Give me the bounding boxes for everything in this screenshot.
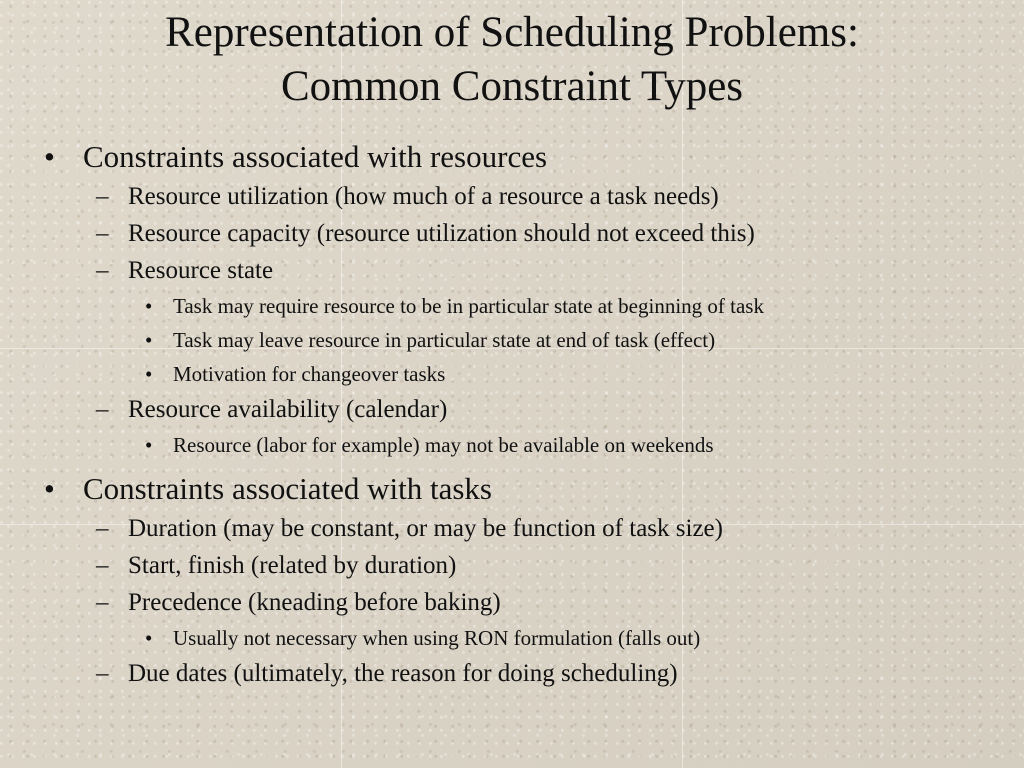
slide-title-line-2: Common Constraint Types: [280, 63, 744, 110]
bullet-marker: •: [145, 626, 153, 650]
sub-sub-bullet-item: [44, 325, 1004, 355]
slide-title-line-1: Representation of Scheduling Problems:: [165, 9, 859, 56]
sub-bullet-text: Resource state: [128, 257, 274, 284]
sub-sub-bullet-text: Task may require resource to be in particular state at beginning of task: [173, 294, 764, 318]
dash-marker: –: [96, 660, 109, 687]
sub-bullet-text: Duration (may be constant, or may be function of task size): [128, 515, 723, 542]
dash-marker: –: [96, 515, 109, 542]
bullet-marker: •: [145, 433, 153, 457]
sub-bullet-text: Resource capacity (resource utilization should not exceed this): [128, 220, 755, 247]
sub-sub-bullet-item: [44, 359, 1004, 389]
dash-marker: –: [96, 257, 109, 284]
sub-sub-bullet-item: [44, 291, 1004, 321]
dash-marker: –: [96, 396, 109, 423]
sub-bullet-item: [44, 513, 1004, 545]
bullet-text: Constraints associated with tasks: [83, 471, 492, 506]
bullet-item: [44, 138, 1004, 176]
sub-sub-bullet-text: Task may leave resource in particular state at end of task (effect): [173, 328, 716, 352]
bullet-marker: •: [44, 471, 55, 506]
sub-bullet-text: Resource availability (calendar): [128, 396, 448, 423]
sub-bullet-item: [44, 181, 1004, 213]
bullet-marker: •: [145, 294, 153, 318]
sub-bullet-item: [44, 550, 1004, 582]
sub-bullet-item: [44, 587, 1004, 619]
sub-sub-bullet-text: Usually not necessary when using RON formulation (falls out): [173, 626, 701, 650]
sub-bullet-text: Due dates (ultimately, the reason for doing scheduling): [128, 660, 678, 687]
sub-sub-bullet-item: [44, 623, 1004, 653]
sub-bullet-item: [44, 255, 1004, 287]
sub-bullet-text: Precedence (kneading before baking): [128, 589, 501, 616]
bullet-list: [44, 132, 1004, 690]
sub-bullet-item: [44, 658, 1004, 690]
dash-marker: –: [96, 183, 109, 210]
slide-title: [0, 6, 1024, 114]
bullet-item: [44, 470, 1004, 508]
dash-marker: –: [96, 220, 109, 247]
bullet-marker: •: [145, 328, 153, 352]
bullet-marker: •: [145, 362, 153, 386]
sub-sub-bullet-text: Motivation for changeover tasks: [173, 362, 446, 386]
sub-bullet-text: Start, finish (related by duration): [128, 552, 457, 579]
dash-marker: –: [96, 552, 109, 579]
dash-marker: –: [96, 589, 109, 616]
sub-sub-bullet-text: Resource (labor for example) may not be available on weekends: [173, 433, 714, 457]
sub-bullet-item: [44, 218, 1004, 250]
bullet-text: Constraints associated with resources: [83, 139, 548, 174]
sub-sub-bullet-item: [44, 430, 1004, 460]
bullet-marker: •: [44, 139, 55, 174]
sub-bullet-text: Resource utilization (how much of a resource a task needs): [128, 183, 719, 210]
sub-bullet-item: [44, 394, 1004, 426]
